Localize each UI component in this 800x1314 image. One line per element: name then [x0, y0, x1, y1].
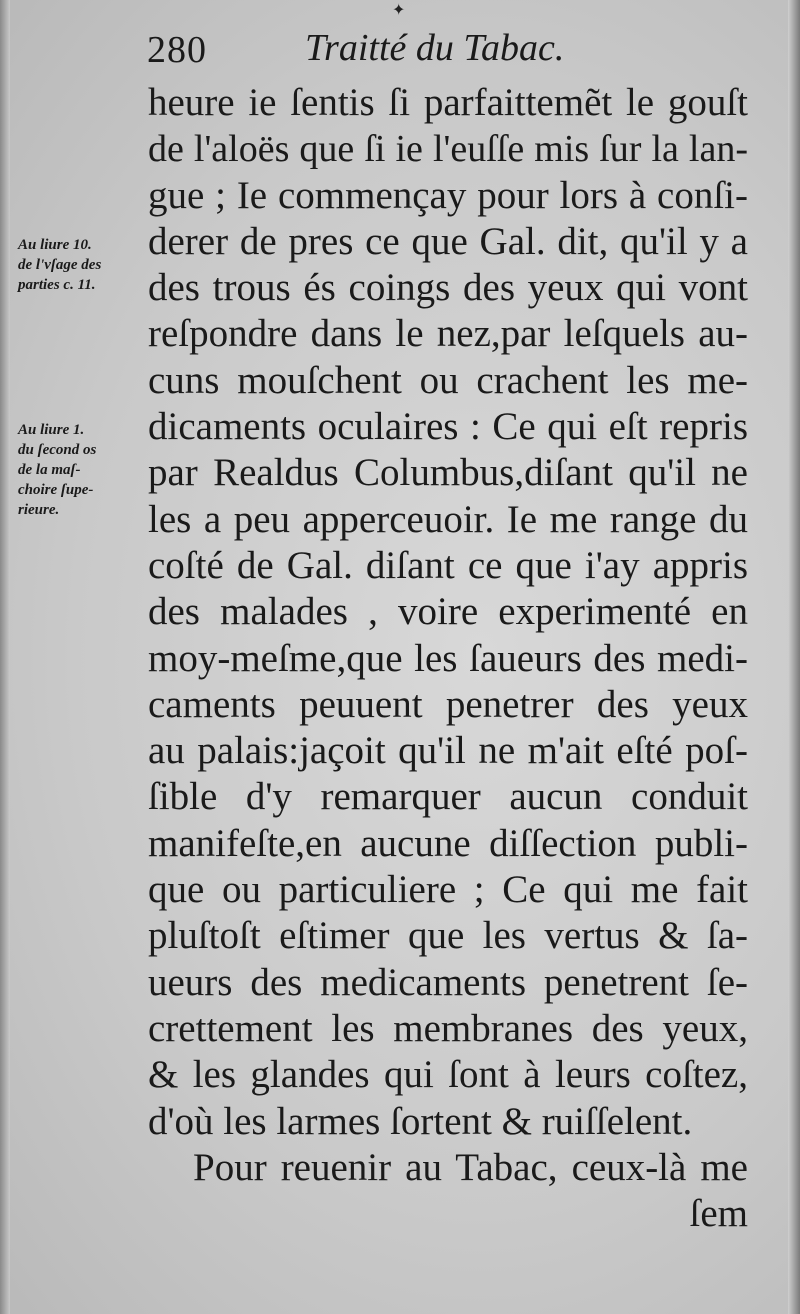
text-line: coſté de Gal. diſant ce que i'ay appris: [148, 543, 748, 587]
text-line: dicaments oculaires : Ce qui eſt repris: [148, 405, 748, 449]
margin-note-line: choire ſupe-: [18, 482, 94, 498]
margin-note-line: parties c. 11.: [18, 277, 96, 293]
page-number: 280: [147, 29, 207, 71]
page-header: [145, 24, 745, 76]
paragraph-start-line: Pour reuenir au Tabac, ceux-là me: [193, 1145, 748, 1189]
margin-note-line: de l'vſage des: [18, 257, 102, 273]
text-line: heure ie ſentis ſi parfaittemẽt le gouſt: [148, 81, 748, 124]
margin-note-line: Au liure 10.: [18, 237, 92, 253]
running-title: Traitté du Tabac.: [305, 27, 565, 69]
text-line: des trous és coings des yeux qui vont: [148, 266, 748, 310]
text-line: d'où les larmes ſortent & ruiſſelent.: [148, 1099, 693, 1143]
ornament-icon: ✦: [392, 0, 406, 19]
text-line: par Realdus Columbus,diſant qu'il ne: [148, 451, 748, 495]
text-line: les a peu apperceuoir. Ie me range du: [148, 497, 748, 541]
margin-note-2: [18, 420, 148, 520]
text-line: caments peuuent penetrer des yeux: [148, 682, 748, 726]
text-line: des malades , voire experimenté en: [148, 590, 748, 634]
text-line: de l'aloës que ſi ie l'euſſe mis ſur la lan-: [148, 128, 748, 171]
text-line: moy-meſme,que les ſaueurs des medi-: [148, 636, 748, 680]
text-line: reſpondre dans le nez,par leſquels au-: [148, 312, 748, 356]
catchword: ſem: [689, 1192, 748, 1236]
margin-note-line: de la maſ-: [18, 462, 81, 478]
page-right-edge: [788, 0, 800, 1314]
text-line: cuns mouſchent ou crachent les me-: [148, 358, 748, 402]
text-line: manifeſte,en aucune diſſection publi-: [148, 821, 748, 865]
text-line: pluſtoſt eſtimer que les vertus & ſa-: [148, 914, 748, 958]
text-line: & les glandes qui ſont à leurs coſtez,: [148, 1053, 748, 1097]
page-left-edge: [0, 0, 10, 1314]
margin-note-1: [18, 235, 148, 295]
text-line: ſible d'y remarquer aucun conduit: [148, 775, 748, 819]
text-line: au palais:jaçoit qu'il ne m'ait eſté poſ-: [148, 729, 748, 773]
text-line: gue ; Ie commençay pour lors à conſi-: [148, 173, 748, 217]
text-line: que ou particuliere ; Ce qui me fait: [148, 868, 748, 912]
margin-note-line: rieure.: [18, 502, 60, 518]
text-line: derer de pres ce que Gal. dit, qu'il y a: [148, 219, 748, 263]
text-line: ueurs des medicaments penetrent ſe-: [148, 960, 748, 1004]
margin-note-line: du ſecond os: [18, 442, 97, 458]
text-line: crettement les membranes des yeux,: [148, 1006, 748, 1050]
margin-note-line: Au liure 1.: [18, 422, 85, 438]
body-text: [148, 80, 748, 1237]
